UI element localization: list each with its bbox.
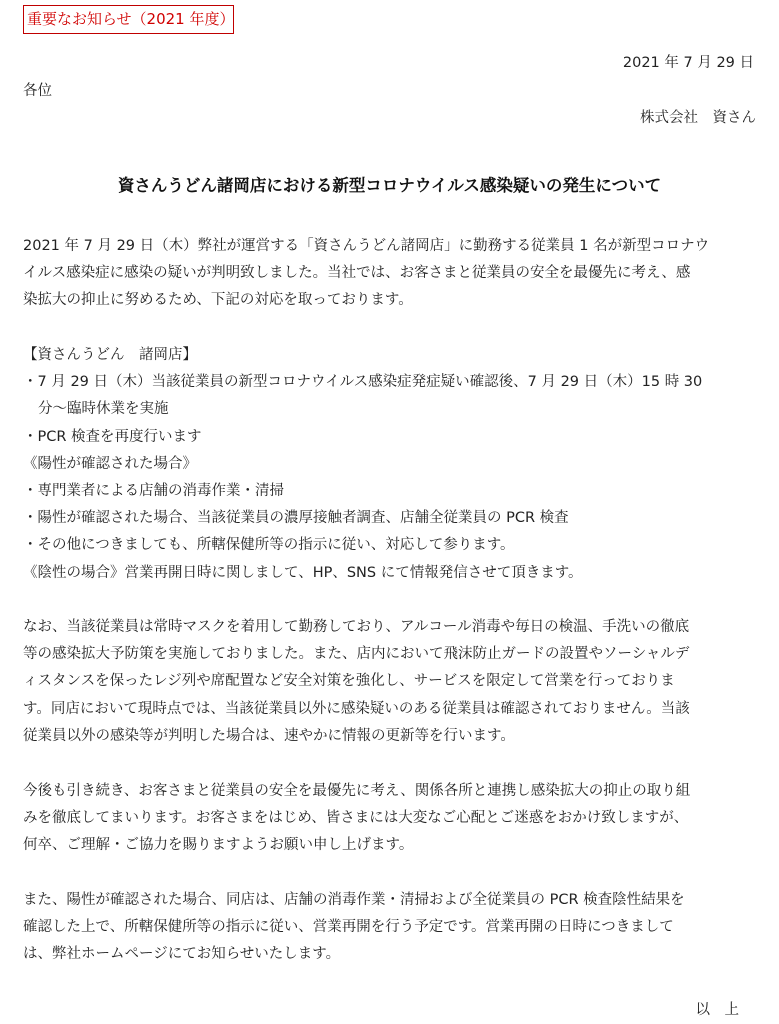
store-section-line: ・専門業者による店舗の消毒作業・清掃: [23, 482, 284, 499]
precautions-line: ィスタンスを保ったレジ列や席配置など安全対策を強化し、サービスを限定して営業を行っておりま: [23, 673, 675, 690]
intro-line: イルス感染症に感染の疑いが判明致しました。当社では、お客さまと従業員の安全を最優先に考え、感: [23, 265, 691, 282]
closing-mark: 以 上: [695, 1002, 739, 1018]
commitment-line: みを徹底してまいります。お客さまをはじめ、皆さまには大変なご心配とご迷惑をおかけ致しますが、: [23, 810, 689, 827]
reopening-line: また、陽性が確認された場合、同店は、店舗の消毒作業・清掃および全従業員の PCR 検査陰性結果を: [23, 892, 685, 908]
precautions-line: 従業員以外の感染等が判明した場合は、速やかに情報の更新等を行います。: [23, 727, 515, 744]
store-section-line: ・その他につきましても、所轄保健所等の指示に従い、対応して参ります。: [23, 537, 515, 554]
company-name: 株式会社 資さん: [640, 110, 756, 126]
precautions-line: す。同店において現時点では、当該従業員以外に感染疑いのある従業員は確認されておりません。当該: [23, 700, 690, 717]
store-section-heading: 【資さんうどん 諸岡店】: [23, 347, 197, 363]
intro-line: 染拡大の抑止に努めるため、下記の対応を取っております。: [23, 292, 413, 309]
precautions-paragraph: [23, 614, 758, 750]
store-section-line: ・7 月 29 日（木）当該従業員の新型コロナウイルス感染症発症疑い確認後、7 月 29 日（木）15 時 30: [23, 374, 703, 391]
store-section-line: ・PCR 検査を再度行います: [23, 428, 202, 445]
commitment-paragraph: [23, 778, 758, 860]
precautions-line: なお、当該従業員は常時マスクを着用して勤務しており、アルコール消毒や毎日の検温、手洗いの徹底: [23, 619, 690, 635]
store-section-line: 《陰性の場合》営業再開日時に関しまして、HP、SNS にて情報発信させて頂きます。: [23, 564, 583, 581]
intro-paragraph: [23, 233, 758, 315]
addressee: 各位: [23, 83, 52, 99]
intro-line: 2021 年 7 月 29 日（木）弊社が運営する「資さんうどん諸岡店」に勤務する従業員 1 名が新型コロナウ: [23, 238, 710, 254]
store-section: [23, 342, 758, 587]
store-section-line: 分～臨時休業を実施: [38, 401, 169, 418]
reopening-paragraph: [23, 887, 758, 969]
reopening-line: 確認した上で、所轄保健所等の指示に従い、営業再開を行う予定です。営業再開の日時につきまして: [23, 919, 674, 936]
notice-label: 重要なお知らせ（2021 年度）: [23, 5, 234, 34]
document-title: 資さんうどん諸岡店における新型コロナウイルス感染疑いの発生について: [117, 176, 662, 195]
issue-date: 2021 年 7 月 29 日: [622, 55, 754, 71]
commitment-line: 今後も引き続き、お客さまと従業員の安全を最優先に考え、関係各所と連携し感染拡大の抑止の取り組: [23, 783, 691, 799]
store-section-line: 《陽性が確認された場合》: [23, 455, 197, 472]
reopening-line: は、弊社ホームページにてお知らせいたします。: [23, 946, 341, 963]
commitment-line: 何卒、ご理解・ご協力を賜りますようお願い申し上げます。: [23, 837, 414, 854]
precautions-line: 等の感染拡大予防策を実施しておりました。また、店内において飛沫防止ガードの設置やソーシャルデ: [23, 646, 690, 663]
store-section-line: ・陽性が確認された場合、当該従業員の濃厚接触者調査、店舗全従業員の PCR 検査: [23, 510, 569, 527]
